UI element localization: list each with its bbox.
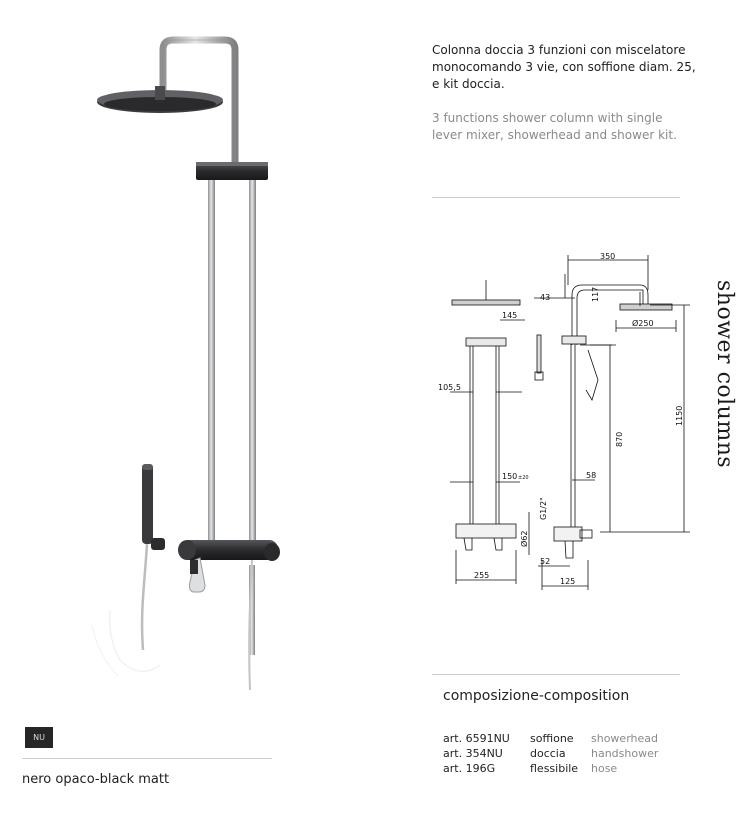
finish-swatch	[25, 727, 53, 748]
dim-255: 255	[474, 571, 490, 580]
article-name-en: hose	[591, 762, 618, 775]
column-pipes	[208, 180, 256, 655]
article-name-en: handshower	[591, 747, 659, 760]
side-view	[529, 255, 690, 590]
category-title: shower columns	[712, 280, 737, 469]
floor-reflection	[92, 610, 160, 676]
dim-62: Ø62	[520, 530, 529, 547]
article-name-it: soffione	[530, 732, 574, 745]
article-name-en: showerhead	[591, 732, 658, 745]
dim-350: 350	[600, 252, 616, 261]
dim-150-tolerance: ±20	[518, 475, 529, 481]
mixer	[178, 540, 280, 592]
dim-870: 870	[615, 431, 624, 447]
diverter-block	[196, 162, 268, 180]
divider-top	[432, 197, 680, 198]
dim-105: 105,5	[438, 383, 461, 392]
dim-1150: 1150	[675, 405, 684, 426]
article-code: art. 6591NU	[443, 732, 510, 745]
dim-58: 58	[586, 471, 597, 480]
composition-table	[443, 731, 658, 776]
dim-g12: G1/2"	[539, 497, 548, 520]
article-code: art. 196G	[443, 762, 496, 775]
article-name-it: doccia	[530, 747, 566, 760]
composition-row	[443, 761, 658, 776]
product-illustration	[0, 0, 420, 700]
divider-finish	[22, 758, 272, 759]
composition-row	[443, 731, 658, 746]
description-italian: Colonna doccia 3 funzioni con miscelatore monocomando 3 vie, con soffione diam. 25, e kit doccia.	[432, 43, 696, 91]
description-english: 3 functions shower column with single lever mixer, showerhead and shower kit.	[432, 111, 677, 142]
article-name-it: flessibile	[530, 762, 579, 775]
showerhead	[97, 86, 223, 113]
dim-52: 52	[540, 557, 551, 566]
divider-composition	[432, 674, 680, 675]
composition-title: composizione-composition	[443, 688, 630, 704]
composition-row	[443, 746, 658, 761]
finish-label: nero opaco-black matt	[22, 772, 170, 787]
finish-code: NU	[33, 733, 45, 742]
article-code: art. 354NU	[443, 747, 503, 760]
dim-125: 125	[560, 577, 576, 586]
technical-drawing	[430, 250, 700, 595]
dim-250: Ø250	[632, 319, 654, 328]
dim-145: 145	[502, 311, 518, 320]
dim-117: 117	[591, 286, 600, 302]
dim-43: 43	[540, 293, 551, 302]
dim-150: 150	[502, 472, 518, 481]
